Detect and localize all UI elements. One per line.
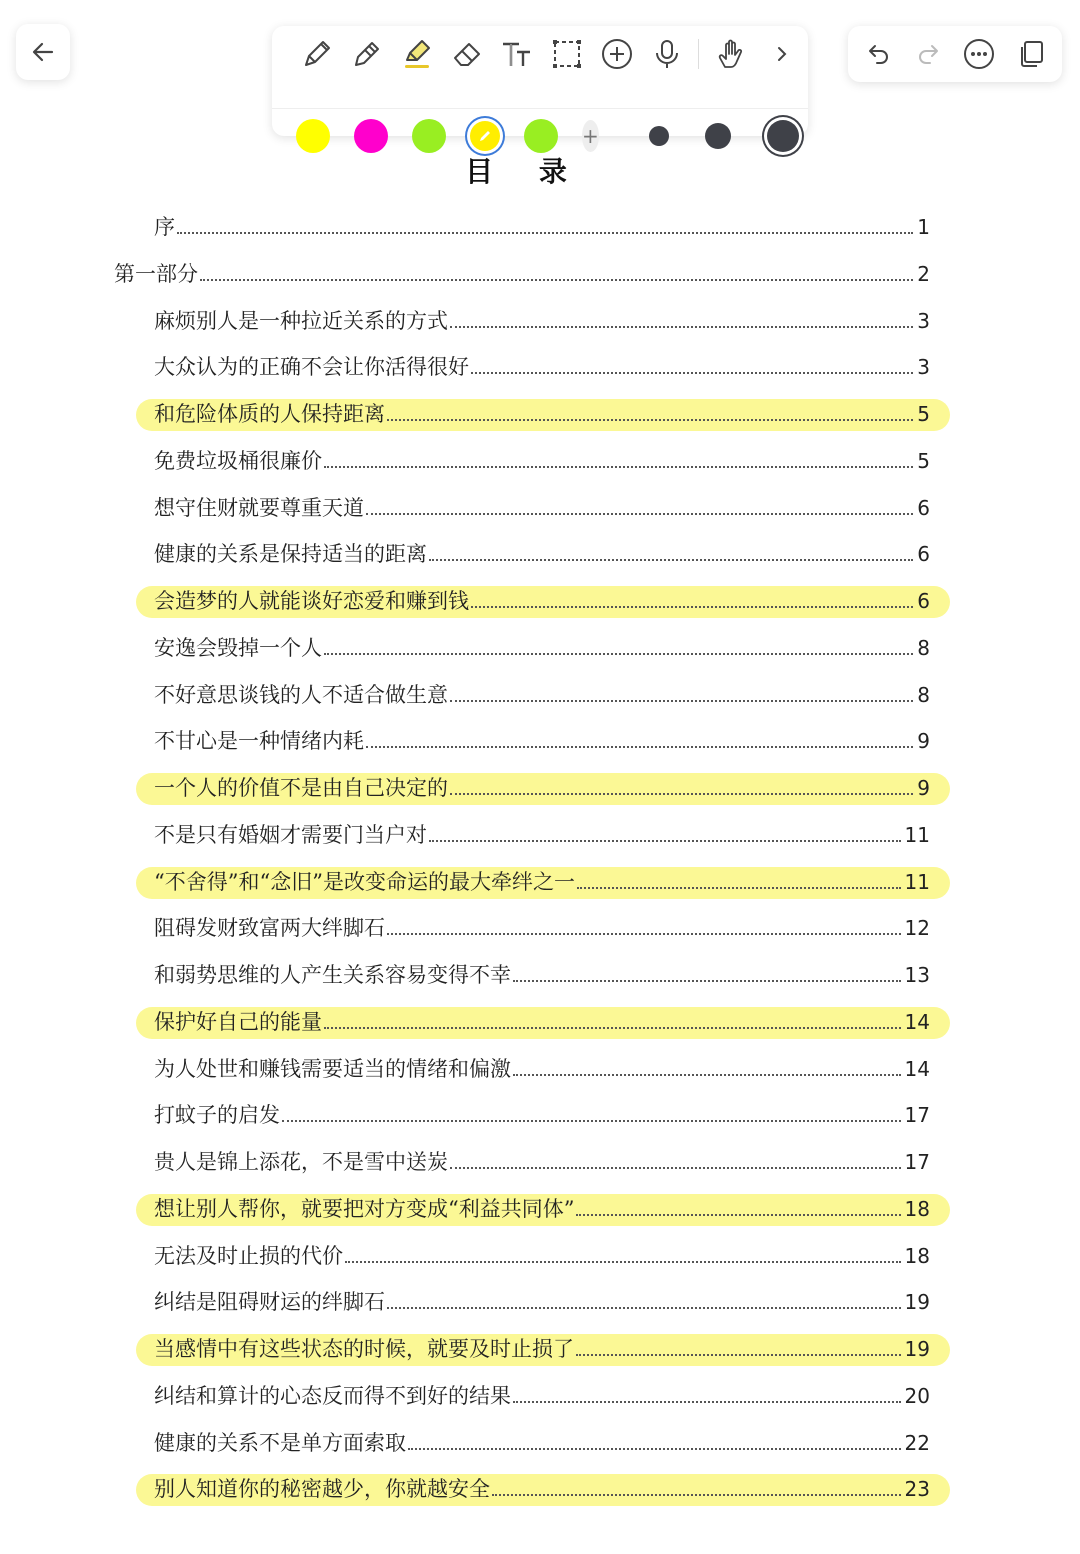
toc-title: 大众认为的正确不会让你活得很好 <box>154 355 469 380</box>
toc-line <box>154 633 930 663</box>
toc-entry[interactable] <box>0 485 1080 531</box>
toc-page-number: 2 <box>917 261 930 286</box>
back-button[interactable] <box>16 24 70 80</box>
toc-leader-dots <box>324 465 913 468</box>
toc-page-number: 8 <box>917 682 930 707</box>
toc-line <box>154 1147 930 1177</box>
toc-title: 不好意思谈钱的人不适合做生意 <box>154 682 448 707</box>
toc-leader-dots <box>513 1073 901 1076</box>
toc-page-number: 17 <box>904 1150 930 1174</box>
toc-title: 一个人的价值不是由自己决定的 <box>154 776 448 800</box>
toc-page-number: 13 <box>904 963 930 987</box>
toc-title: 免费垃圾桶很廉价 <box>154 448 322 473</box>
toc-title: 和弱势思维的人产生关系容易变得不幸 <box>154 963 511 987</box>
toc-page-number: 9 <box>917 776 930 800</box>
toc-line <box>154 913 930 943</box>
toc-entry[interactable] <box>0 952 1080 998</box>
pages-icon[interactable] <box>1016 39 1046 69</box>
toc-line <box>154 212 930 242</box>
toc-title: 健康的关系是保持适当的距离 <box>154 542 427 567</box>
toc-entry[interactable] <box>0 1466 1080 1512</box>
toc-page-number: 12 <box>904 916 930 941</box>
toc-entry[interactable] <box>0 905 1080 951</box>
toc-leader-dots <box>387 418 913 421</box>
toc-entry[interactable] <box>0 578 1080 624</box>
microphone-icon[interactable] <box>642 32 692 76</box>
toc-line <box>154 1194 930 1224</box>
lasso-select-icon[interactable] <box>542 32 592 76</box>
toc-leader-dots <box>282 1119 901 1122</box>
toc-line <box>154 446 930 476</box>
toc-title: 健康的关系不是单方面索取 <box>154 1430 406 1455</box>
toc-page-number: 11 <box>904 869 930 894</box>
toc-page-number: 6 <box>917 542 930 567</box>
toc-page-number: 8 <box>917 635 930 660</box>
toc-title: 贵人是锦上添花，不是雪中送炭 <box>154 1150 448 1174</box>
toc-entry[interactable] <box>0 625 1080 671</box>
toc-leader-dots <box>513 979 901 982</box>
toc-line <box>154 1428 930 1458</box>
toc-leader-dots <box>324 1026 901 1029</box>
toc-title: 第一部分 <box>114 261 198 286</box>
toc-title: 会造梦的人就能谈好恋爱和赚到钱 <box>154 589 469 613</box>
hand-icon[interactable] <box>707 32 757 76</box>
toc-leader-dots <box>387 1306 901 1309</box>
toc-leader-dots <box>366 512 913 515</box>
toc-leader-dots <box>429 558 913 561</box>
toc-line <box>154 680 930 710</box>
toc-page-number: 18 <box>904 1196 930 1221</box>
chevron-right-icon[interactable] <box>757 32 807 76</box>
toc-line <box>154 867 930 897</box>
toc-entry[interactable] <box>0 1279 1080 1325</box>
toc-page-number: 22 <box>904 1430 930 1455</box>
toc-entry[interactable] <box>0 1326 1080 1372</box>
stroke-size-option[interactable] <box>705 123 731 149</box>
highlighter-icon[interactable] <box>392 32 442 76</box>
toc-line <box>154 352 930 382</box>
toc-entry[interactable] <box>0 1092 1080 1138</box>
toc-leader-dots <box>450 1166 901 1169</box>
toc-page-number: 1 <box>917 215 930 239</box>
toc-line <box>114 259 930 289</box>
redo-icon[interactable] <box>914 40 942 68</box>
toc-entry[interactable] <box>0 859 1080 905</box>
color-swatch-selected[interactable] <box>470 121 500 151</box>
toc-page-number: 14 <box>904 1056 930 1081</box>
toc-leader-dots <box>576 1353 901 1356</box>
toc-leader-dots <box>200 278 913 281</box>
more-icon[interactable] <box>963 38 995 70</box>
toc-leader-dots <box>492 1493 901 1496</box>
toc-leader-dots <box>345 1260 901 1263</box>
page-title: 目 录 <box>465 155 585 188</box>
stroke-size-option[interactable] <box>767 120 799 152</box>
toc-title: 麻烦别人是一种拉近关系的方式 <box>154 308 448 333</box>
color-swatch[interactable] <box>296 119 330 153</box>
toc-leader-dots <box>471 605 913 608</box>
toc-leader-dots <box>576 1213 900 1216</box>
toc-leader-dots <box>387 932 901 935</box>
toc-entry[interactable] <box>0 765 1080 811</box>
toc-entry[interactable] <box>0 1373 1080 1419</box>
toc-line <box>154 726 930 756</box>
header-actions <box>848 26 1062 82</box>
drawing-toolbar <box>272 26 808 148</box>
toolbar-divider <box>272 108 808 109</box>
toc-line <box>154 1474 930 1504</box>
toc-page-number: 6 <box>917 495 930 520</box>
toc-entry[interactable] <box>0 438 1080 484</box>
tool-row <box>272 26 808 82</box>
toc-leader-dots <box>450 699 913 702</box>
toc-line <box>154 493 930 523</box>
toc-title: 别人知道你的秘密越少，你就越安全 <box>154 1477 490 1502</box>
toc-line <box>154 1287 930 1317</box>
toc-title: 保护好自己的能量 <box>154 1009 322 1034</box>
toc-entry[interactable] <box>0 251 1080 297</box>
toc-line <box>154 820 930 850</box>
toc-line <box>154 960 930 990</box>
toc-line <box>154 773 930 803</box>
toc-line <box>154 306 930 336</box>
color-swatch[interactable] <box>524 119 558 153</box>
color-swatch[interactable] <box>412 119 446 153</box>
toc-page-number: 11 <box>904 822 930 847</box>
add-color-button[interactable]: + <box>582 120 599 152</box>
toc-leader-dots <box>177 231 913 234</box>
toc-leader-dots <box>513 1400 901 1403</box>
toc-leader-dots <box>429 839 901 842</box>
toc-entry[interactable] <box>0 718 1080 764</box>
arrow-left-icon <box>30 39 56 65</box>
toc-leader-dots <box>324 652 913 655</box>
toc-page-number: 9 <box>917 729 930 754</box>
toc-line <box>154 1100 930 1130</box>
toc-leader-dots <box>366 745 913 748</box>
toc-title: 不是只有婚姻才需要门当户对 <box>154 822 427 847</box>
stroke-size-option[interactable] <box>649 126 669 146</box>
toc-page-number: 3 <box>917 308 930 333</box>
toc-entry[interactable] <box>0 1046 1080 1092</box>
toc-title: 纠结和算计的心态反而得不到好的结果 <box>154 1383 511 1408</box>
toc-line <box>154 1054 930 1084</box>
toc-page-number: 14 <box>904 1009 930 1034</box>
toc-line <box>154 1334 930 1364</box>
toc-line <box>154 1007 930 1037</box>
toc-line <box>154 539 930 569</box>
toc-entry[interactable] <box>0 298 1080 344</box>
toc-title: 不甘心是一种情绪内耗 <box>154 729 364 754</box>
toc-page-number: 6 <box>917 589 930 613</box>
toc-line <box>154 1241 930 1271</box>
toc-title: 纠结是阻碍财运的绊脚石 <box>154 1290 385 1315</box>
toc-line <box>154 399 930 429</box>
toc-title: 想守住财就要尊重天道 <box>154 495 364 520</box>
toc-leader-dots <box>450 325 913 328</box>
toc-page-number: 18 <box>904 1243 930 1268</box>
toc-entry[interactable] <box>0 1139 1080 1185</box>
toc-page-number: 20 <box>904 1383 930 1408</box>
toc-entry[interactable] <box>0 1420 1080 1466</box>
toc-entry[interactable] <box>0 204 1080 250</box>
toc-page-number: 17 <box>904 1103 930 1128</box>
toc-leader-dots <box>577 886 901 889</box>
pencil-icon[interactable] <box>342 32 392 76</box>
undo-icon[interactable] <box>865 40 893 68</box>
add-icon[interactable] <box>592 32 642 76</box>
toc-title: “不舍得”和“念旧”是改变命运的最大牵绊之一 <box>154 869 575 894</box>
toc-entry[interactable] <box>0 1186 1080 1232</box>
toc-entry[interactable] <box>0 391 1080 437</box>
toc-entry[interactable] <box>0 999 1080 1045</box>
toc-title: 当感情中有这些状态的时候，就要及时止损了 <box>154 1337 574 1361</box>
toc-entry[interactable] <box>0 672 1080 718</box>
toc-page-number: 5 <box>917 448 930 473</box>
toc-page-number: 23 <box>904 1477 930 1502</box>
edit-icon <box>477 128 493 144</box>
toc-page-number: 19 <box>904 1337 930 1361</box>
toc-title: 安逸会毁掉一个人 <box>154 635 322 660</box>
toc-page-number: 5 <box>917 402 930 426</box>
toc-entry[interactable] <box>0 1233 1080 1279</box>
color-swatch[interactable] <box>354 119 388 153</box>
toc-leader-dots <box>450 792 913 795</box>
toc-leader-dots <box>408 1447 901 1450</box>
pen-icon[interactable] <box>292 32 342 76</box>
toc-title: 无法及时止损的代价 <box>154 1243 343 1268</box>
toc-page-number: 3 <box>917 355 930 380</box>
toc-title: 和危险体质的人保持距离 <box>154 402 385 426</box>
toc-entry[interactable] <box>0 344 1080 390</box>
toc-entry[interactable] <box>0 531 1080 577</box>
toc-title: 阻碍发财致富两大绊脚石 <box>154 916 385 941</box>
toc-leader-dots <box>471 371 913 374</box>
toc-title: 想让别人帮你，就要把对方变成“利益共同体” <box>154 1196 575 1221</box>
toc-line <box>154 586 930 616</box>
eraser-icon[interactable] <box>442 32 492 76</box>
toc-line <box>154 1381 930 1411</box>
text-icon[interactable] <box>492 32 542 76</box>
toc-title: 序 <box>154 215 175 239</box>
toolbar-separator <box>698 39 699 69</box>
toc-page-number: 19 <box>904 1290 930 1315</box>
toc-title: 打蚊子的启发 <box>154 1103 280 1128</box>
toc-entry[interactable] <box>0 812 1080 858</box>
toc-title: 为人处世和赚钱需要适当的情绪和偏激 <box>154 1056 511 1081</box>
